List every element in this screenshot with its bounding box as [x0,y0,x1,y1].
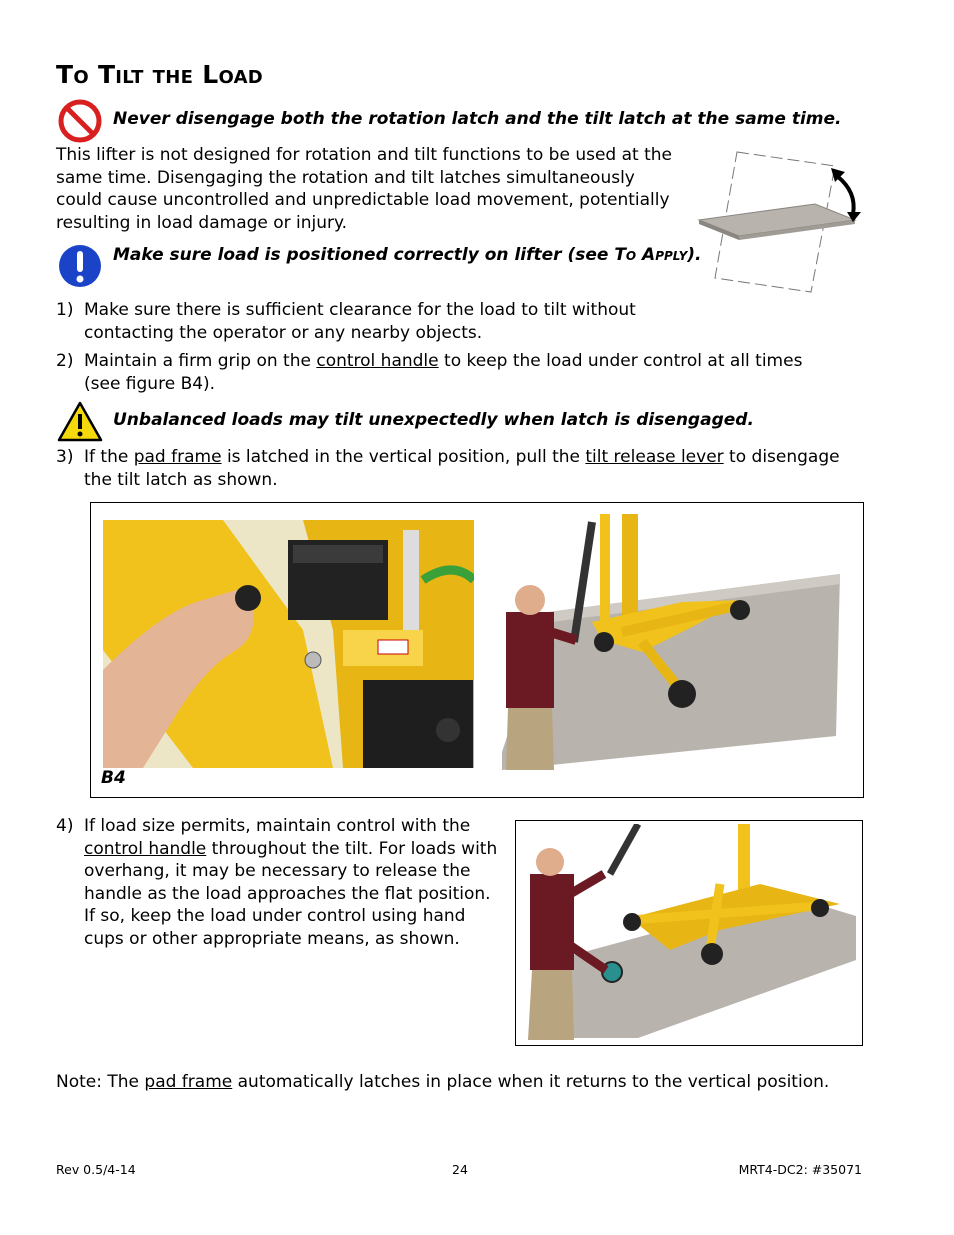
step-3-part: is latched in the vertical position, pull the [221,447,586,467]
figure-label: B4 [101,768,126,788]
footer-revision: Rev 0.5/4-14 [56,1162,136,1177]
step-number: 1) [56,300,74,320]
step-1-part: Make sure there is sufficient clearance for the load to tilt without contacting the operator or any nearby objects. [84,300,636,343]
step-3-part: If the [84,447,134,467]
step-1-text [84,299,644,344]
footer-doc-id: MRT4-DC2: #35071 [738,1162,862,1177]
note-text [56,1071,876,1094]
step-number: 4) [56,816,74,836]
note-suffix: automatically latches in place when it returns to the vertical position. [232,1072,830,1092]
step-2-part: to keep the load under control at all times (see figure B4). [84,351,803,394]
caution-icon [57,400,103,442]
note-prefix: Note: The [56,1072,145,1092]
control-handle-link[interactable]: control handle [84,838,207,859]
notice-text-main: Make sure load is positioned correctly on lifter (see [113,245,615,265]
step-4-part: throughout the tilt. For loads with overhang, it may be necessary to release the handle as the load approaches the flat position. If so, keep the load under control using hand cups or other appropriate means, as shown. [84,838,498,949]
tilt-illustration [695,148,867,296]
tilt-release-lever-link[interactable]: tilt release lever [585,447,724,467]
control-handle-link[interactable]: control handle [316,351,439,371]
pad-frame-link[interactable]: pad frame [133,447,222,467]
step-2-text [84,350,844,395]
prohibition-icon [57,98,103,144]
prohibit-warning-text: Never disengage both the rotation latch and the tilt latch at the same time. [113,109,842,129]
step-2-part: Maintain a firm grip on the [84,351,317,371]
page-title: To Tilt the Load [56,60,264,89]
footer-page-number: 24 [452,1162,468,1177]
caution-text: Unbalanced loads may tilt unexpectedly when latch is disengaged. [113,410,754,430]
flat-position-photo [520,824,858,1042]
step-number: 3) [56,447,74,467]
notice-suffix: ). [687,245,702,265]
step-4-part: If load size permits, maintain control with the [84,816,471,836]
notice-ref: To Apply [614,245,688,265]
step-3-text [84,446,864,491]
step-3-part: to disengage the tilt latch as shown. [84,447,840,490]
pad-frame-link[interactable]: pad frame [144,1072,233,1092]
notice-text [113,245,702,265]
tilt-lever-photo [103,520,474,768]
notice-icon [57,243,103,289]
step-number: 2) [56,351,74,371]
intro-paragraph: This lifter is not designed for rotation and tilt functions to be used at the same time. Disengaging the rotation and tilt latches simultaneously could cause uncontrolled and unpredictable load movement, potentially resulting in load damage or injury. [56,145,672,233]
operator-tilt-photo [492,512,842,770]
step-4-text [84,815,498,950]
